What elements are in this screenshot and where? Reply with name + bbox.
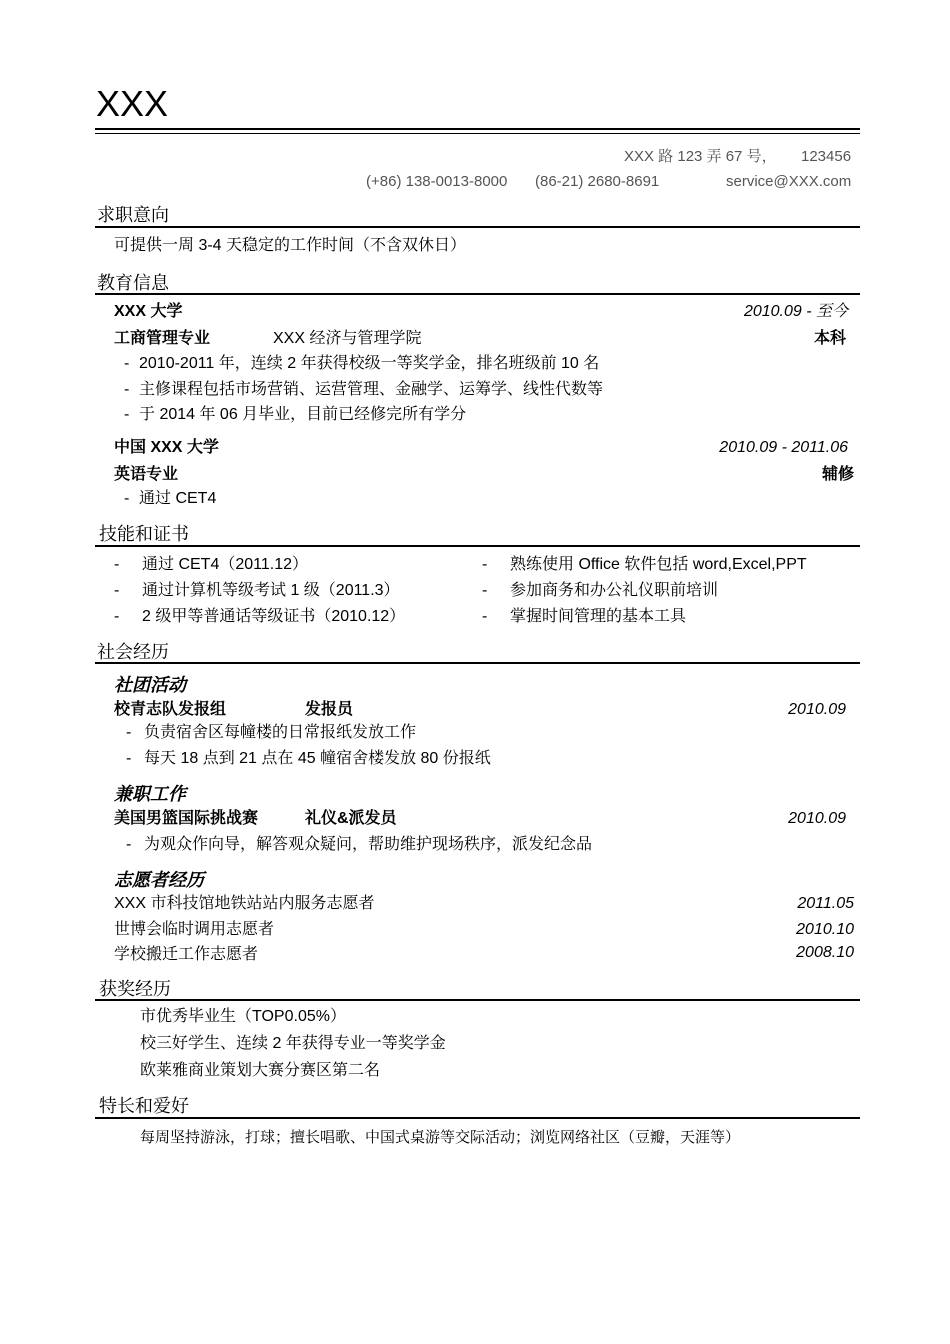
bullet-dash: -: [114, 556, 120, 573]
club-bullet-1: 负责宿舍区每幢楼的日常报纸发放工作: [144, 724, 417, 741]
bullet-dash: -: [114, 608, 120, 625]
bullet-dash: -: [126, 750, 132, 767]
section-rule-education: [95, 293, 860, 295]
parttime-date: 2010.09: [788, 810, 846, 827]
club-date: 2010.09: [788, 701, 846, 718]
volunteer-item-1: XXX 市科技馆地铁站站内服务志愿者: [114, 895, 375, 912]
section-title-skills: 技能和证书: [99, 524, 189, 544]
volunteer-item-3: 学校搬迁工作志愿者: [114, 946, 259, 963]
section-title-hobbies: 特长和爱好: [99, 1096, 189, 1116]
section-title-awards: 获奖经历: [99, 979, 171, 999]
hobbies-text: 每周坚持游泳，打球；擅长唱歌、中国式桌游等交际活动；浏览网络社区（豆瓣，天涯等）: [140, 1129, 741, 1146]
club-org: 校青志队发报组: [114, 701, 227, 718]
bullet-dash: -: [482, 608, 488, 625]
bullet-dash: -: [124, 490, 130, 507]
header-rule-top: [95, 128, 860, 130]
header-rule-bottom: [95, 133, 860, 134]
postcode: 123456: [801, 148, 852, 165]
section-rule-awards: [95, 999, 860, 1001]
club-role: 发报员: [305, 701, 354, 718]
phone-number: (86-21) 2680-8691: [535, 173, 660, 190]
volunteer-date-2: 2010.10: [796, 921, 854, 938]
edu1-school: XXX 大学: [114, 303, 183, 320]
edu1-bullet-1: 2010-2011 年，连续 2 年获得校级一等奖学金，排名班级前 10 名: [139, 355, 600, 372]
bullet-dash: -: [124, 406, 130, 423]
edu1-bullet-2: 主修课程包括市场营销、运营管理、金融学、运筹学、线性代数等: [139, 381, 604, 398]
address: XXX 路 123 弄 67 号，: [624, 148, 777, 165]
skill-right-1: 熟练使用 Office 软件包括 word,Excel,PPT: [510, 556, 807, 573]
volunteer-subtitle: 志愿者经历: [114, 870, 204, 890]
edu2-major: 英语专业: [114, 466, 179, 483]
parttime-subtitle: 兼职工作: [114, 784, 186, 804]
edu2-school: 中国 XXX 大学: [114, 439, 219, 456]
parttime-org: 美国男篮国际挑战赛: [114, 810, 259, 827]
bullet-dash: -: [114, 582, 120, 599]
edu1-major: 工商管理专业: [114, 330, 211, 347]
award-1: 市优秀毕业生（TOP0.05%）: [140, 1008, 346, 1025]
bullet-dash: -: [482, 582, 488, 599]
section-rule-hobbies: [95, 1117, 860, 1119]
skill-left-3: 2 级甲等普通话等级证书（2010.12）: [142, 608, 406, 625]
edu2-degree: 辅修: [821, 466, 854, 483]
skill-left-2: 通过计算机等级考试 1 级（2011.3）: [142, 582, 400, 599]
section-title-social: 社会经历: [97, 642, 169, 662]
candidate-name: XXX: [96, 83, 169, 124]
volunteer-date-1: 2011.05: [797, 895, 854, 912]
bullet-dash: -: [126, 836, 132, 853]
club-bullet-2: 每天 18 点到 21 点在 45 幢宿舍楼发放 80 份报纸: [144, 750, 491, 767]
parttime-role: 礼仪&派发员: [305, 810, 397, 827]
edu2-bullet-1: 通过 CET4: [139, 490, 217, 507]
volunteer-item-2: 世博会临时调用志愿者: [114, 921, 275, 938]
edu2-period: 2010.09 - 2011.06: [719, 439, 848, 456]
edu1-period: 2010.09 - 至今: [743, 303, 848, 320]
section-rule-social: [95, 662, 860, 664]
bullet-dash: -: [126, 724, 132, 741]
mobile-number: (+86) 138-0013-8000: [366, 173, 508, 190]
section-rule-objective: [95, 226, 860, 228]
section-title-objective: 求职意向: [97, 205, 169, 225]
bullet-dash: -: [124, 355, 130, 372]
skill-right-3: 掌握时间管理的基本工具: [510, 608, 687, 625]
section-title-education: 教育信息: [97, 273, 169, 293]
volunteer-date-3: 2008.10: [796, 944, 854, 961]
award-2: 校三好学生、连续 2 年获得专业一等奖学金: [140, 1035, 446, 1052]
email-address: service@XXX.com: [726, 173, 852, 190]
section-rule-skills: [95, 545, 860, 547]
skill-right-2: 参加商务和办公礼仪职前培训: [510, 582, 719, 599]
edu1-college: XXX 经济与管理学院: [273, 330, 422, 347]
edu1-bullet-3: 于 2014 年 06 月毕业，目前已经修完所有学分: [139, 406, 467, 423]
parttime-bullet-1: 为观众作向导，解答观众疑问，帮助维护现场秩序，派发纪念品: [144, 836, 593, 853]
edu1-degree: 本科: [813, 330, 846, 347]
bullet-dash: -: [124, 381, 130, 398]
bullet-dash: -: [482, 556, 488, 573]
award-3: 欧莱雅商业策划大赛分赛区第二名: [140, 1062, 381, 1079]
club-subtitle: 社团活动: [114, 675, 186, 695]
skill-left-1: 通过 CET4（2011.12）: [142, 556, 308, 573]
objective-text: 可提供一周 3-4 天稳定的工作时间（不含双休日）: [114, 237, 467, 254]
